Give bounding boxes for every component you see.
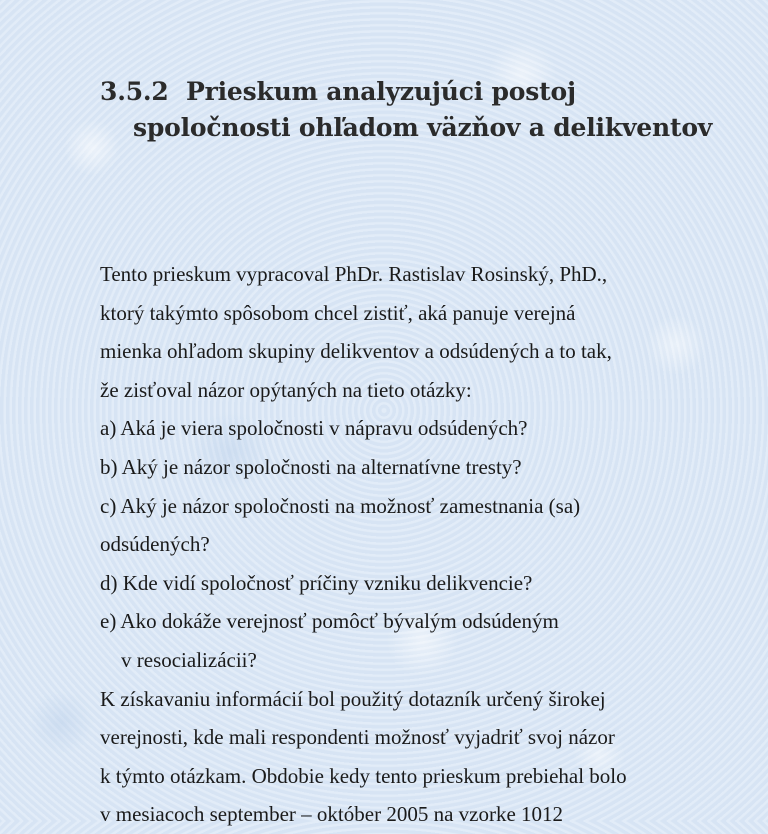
text-line: mienka ohľadom skupiny delikventov a odsúdených a to tak, [100, 339, 612, 364]
section-heading [100, 74, 740, 146]
question-c-continuation: odsúdených? [100, 532, 210, 557]
section-title-line-1: Prieskum analyzujúci postoj [186, 77, 576, 106]
question-a: a) Aká je viera spoločnosti v nápravu odsúdených? [100, 416, 528, 441]
body-paragraph [100, 255, 740, 834]
text-line: K získavaniu informácií bol použitý dotazník určený širokej [100, 686, 606, 711]
question-b: b) Aký je názor spoločnosti na alternatívne tresty? [100, 454, 522, 479]
question-c: c) Aký je názor spoločnosti na možnosť zamestnania (sa) [100, 493, 581, 518]
question-d: d) Kde vidí spoločnosť príčiny vzniku delikvencie? [100, 570, 533, 595]
text-line: k týmto otázkam. Obdobie kedy tento prieskum prebiehal bolo [100, 763, 627, 788]
question-e-continuation: v resocializácii? [121, 647, 257, 672]
text-line: ktorý takýmto spôsobom chcel zistiť, aká panuje verejná [100, 300, 576, 325]
text-line: v mesiacoch september – október 2005 na vzorke 1012 [100, 802, 564, 827]
text-line: verejnosti, kde mali respondenti možnosť vyjadriť svoj názor [100, 725, 615, 750]
text-line: že zisťoval názor opýtaných na tieto otázky: [100, 377, 472, 402]
question-e: e) Ako dokáže verejnosť pomôcť bývalým odsúdeným [100, 609, 559, 634]
section-title-line-2: spoločnosti ohľadom väzňov a delikventov [133, 113, 713, 142]
section-number: 3.5.2 [100, 77, 169, 106]
text-line: Tento prieskum vypracoval PhDr. Rastislav Rosinský, PhD., [100, 262, 608, 286]
